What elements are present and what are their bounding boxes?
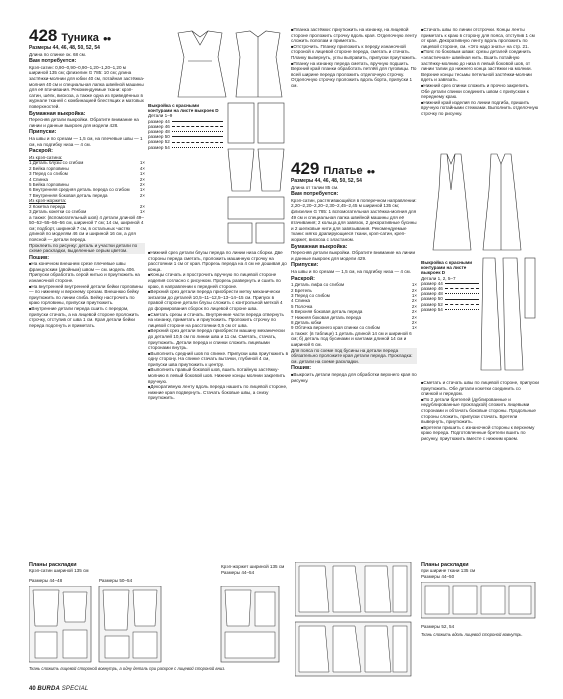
pattern-sheet-details: Детали 1–9 <box>148 113 173 119</box>
layout-caption: Ткань сложить лицевой стороной вовнутрь, а одну деталь при раскрое с лицевой стороной вниз. <box>29 666 226 671</box>
cutting-item-label: 6 Внутренняя средняя деталь переда со сгибом <box>29 187 130 193</box>
size-legend-line <box>445 309 479 310</box>
size-legend-label: размер 50 <box>421 296 443 302</box>
size-legend-line <box>172 142 223 143</box>
cutting-item-label: 7 Нижняя боковая деталь переда <box>291 314 361 320</box>
cutting-item-label: 3 Перед со сгибом <box>291 292 330 298</box>
model-title: Туника <box>61 32 99 44</box>
model-title: Платье <box>323 165 363 177</box>
size-legend-label: размер 44 <box>148 118 170 124</box>
instruction-step: ■ По 2 детали бретелей (дублированные и недублированные прокладкой) сложить лицевыми сторонами и обтачать боковые стороны. Продольные стороны сложить, припуски стачать. Бретели вывернуть, приутюжить. <box>421 397 539 425</box>
pattern-heading: Бумажная выкройка: <box>291 243 348 250</box>
cutting-item-label: 5 Полочка <box>291 303 313 309</box>
column-3-text <box>291 27 417 157</box>
cutting-list-2 <box>29 204 145 215</box>
allowances-text: На швы и по срезам — 1,5 см, на плечевые швы — 1 см, на подгибку низа — 4 см. <box>29 135 143 147</box>
from-main-fabric: Из крэп-сатина: <box>29 154 63 160</box>
size-legend-line <box>172 126 223 127</box>
cutting-item-qty: 4× <box>139 165 145 171</box>
column-5-text <box>421 27 539 147</box>
cutting-item-qty: 1× <box>411 292 417 298</box>
page-number: 40 <box>29 686 36 692</box>
cutting-item-qty: 1× <box>411 325 417 331</box>
from-contrast-fabric: Из крэп-жоржета: <box>29 198 67 204</box>
column-2-steps <box>148 250 288 401</box>
column-5-steps <box>421 27 539 117</box>
instruction-step: ■ Выполнить средний шов по спинке. Припуски шва приутюжить в одну сторону. На спинке стачать вытачки, глубиной 4 см, припуски шва приутюжить к центру. <box>148 351 288 368</box>
model-number: 429 <box>291 160 320 178</box>
model-429-diagrams <box>421 150 539 375</box>
cutting-item-qty: 2× <box>411 298 417 304</box>
instruction-step: ■ Нижний срез детали блузы переда по линии низа сборки. Две стороны переда сметать, проложить машинную строчку на расстоянии 1 см от края. Прорезь переда на 4 см не дошивая до конца. <box>148 250 288 272</box>
sizes-label-1: Размеры 44–50 <box>421 573 455 579</box>
model-428-diagrams <box>148 27 288 247</box>
size-legend-label: размер 52 <box>148 139 170 145</box>
cutting-item-label: 3 Деталь кокетки со сгибом <box>29 209 87 215</box>
instruction-step: ■ Сметать и стачать швы по лицевой стороне, припуски приутюжить. Обе детали кокетки соединить со спинкой и передом. <box>421 380 539 397</box>
size-legend-line <box>445 288 479 289</box>
cutting-item-label: 2 Бейка горловины <box>29 165 69 171</box>
sizes-label-1: Размеры 44–48 <box>29 578 63 583</box>
cutting-item-qty: 1× <box>139 209 145 215</box>
layout-plans-heading: Планы раскладки <box>29 562 77 568</box>
pattern-heading: Бумажная выкройка: <box>29 110 86 117</box>
instruction-step: ■ Внутренние детали переда сшить с передом, припуски стачать, а на лицевой стороне проложить строчку, отступив от шва 1 см. Края детали бейки переда подогнуть и приметать. <box>29 306 145 328</box>
layout-plans-right <box>295 562 540 682</box>
size-legend-row <box>421 307 479 312</box>
layout-plan-diagrams <box>29 586 289 666</box>
allowances-heading: Припуски: <box>291 262 319 269</box>
pattern-sheet-legend-429 <box>421 260 479 312</box>
pattern-text: Пересняв детали выкройки. Обратите внимание на линии и данные выкроек для модели 428. <box>29 117 139 128</box>
size-legend-line <box>172 147 223 148</box>
size-legend-label: размер 54 <box>421 306 443 312</box>
instruction-step: ■ Нижний край изделия по линии подгиба, пришить вручную потайными стежками. Выполнить отделочную строчку по рисунку. <box>421 100 539 117</box>
size-legend-line <box>172 121 223 122</box>
cutting-item-label: 1 Деталь лифа со сгибом <box>291 282 345 288</box>
extra-pieces: а также: (в таблице) 1 деталь длиной 14 см и шириной 6 см; б) деталь под бусинами и кантами длиной 14 см и шириной 6 см. <box>291 330 412 347</box>
size-legend-row <box>148 145 223 150</box>
instruction-step: ■ Нижний срез спинки сложить и прочно закрепить. Обе детали спинки соединить швом с припуском к переднему краю. <box>421 83 539 100</box>
model-428-column <box>29 27 145 557</box>
cutting-item-qty: 1× <box>139 171 145 177</box>
brand-special: SPECIAL <box>61 686 89 692</box>
sizes: Размеры 44, 46, 48, 50, 52, 54 <box>29 45 100 51</box>
layout-plans-heading: Планы раскладки <box>421 562 469 568</box>
materials-heading: Вам потребуется: <box>291 191 339 198</box>
fabric-label-2: Крэп-жоржет шириной 135 см <box>221 564 285 569</box>
sewing-steps <box>291 372 417 383</box>
size-legend-label: размер 50 <box>148 134 170 140</box>
size-legend-label: размер 44 <box>421 280 443 286</box>
size-legend-line <box>172 131 223 132</box>
length: Длина от талии 85 см. <box>291 184 339 190</box>
cutting-item-qty: 1× <box>411 282 417 288</box>
pattern-text: Пересняв детали выкройки. Обратите внимание на линии и данные выкроек для модели 429. <box>291 250 416 261</box>
model-number: 428 <box>29 27 58 45</box>
fabric-label: при ширине ткани 135 см <box>421 568 476 573</box>
size-legend-label: размер 46 <box>421 286 443 292</box>
column-3-steps <box>291 27 417 89</box>
brand-logo: BURDA <box>37 686 61 692</box>
layout-plans-left <box>29 562 289 682</box>
pattern-sheet-legend <box>148 103 223 150</box>
cutting-item-qty: 2× <box>411 319 417 325</box>
layout-plan-diagram-1 <box>295 562 415 680</box>
fabric-label-1: Крэп-сатин шириной 135 см <box>29 568 89 573</box>
cutting-heading: Раскрой: <box>29 148 53 155</box>
instruction-step: ■ Концы стачать и прострочить вручную по лицевой стороне изделия согласно с рисунком. Прорезь развернуть и сшить по краю, в направлении к передней стороне. <box>148 272 288 289</box>
sizes-label-2: Размеры 52, 54 <box>421 624 455 629</box>
sizes-label-2: Размеры 50–54 <box>99 578 133 583</box>
cutting-list <box>29 160 145 198</box>
sizes: Размеры 44, 46, 48, 50, 52, 54 <box>291 178 362 184</box>
length: Длина по спинке ок. 68 см. <box>29 51 87 57</box>
sewing-steps <box>29 261 145 328</box>
size-legend-line <box>445 293 479 294</box>
instruction-step: ■ Сметать срезы и стачать. Внутренние части переда отвернуть на изнанку, приметать и приутюжить. Проложить строчку по лицевой стороне на расстоянии 0,5 см от шва. <box>148 312 288 329</box>
layout-caption: Ткань сложить вдоль лицевой стороной вовнутрь. <box>421 632 523 637</box>
cutting-item-label: 1 Деталь блузы со сгибом <box>29 160 84 166</box>
layout-plan-diagram-2 <box>421 582 537 620</box>
cutting-item-qty: 2× <box>139 181 145 187</box>
pattern-sheet-heading: Выкройка с красными контурами на листе выкроек D <box>421 260 473 276</box>
sewing-heading: Пошив: <box>29 254 50 261</box>
cutting-item-qty: 2× <box>139 203 145 209</box>
difficulty-dots: ●● <box>366 167 375 176</box>
model-428-heading <box>29 27 145 44</box>
cutting-item-label: 3 Перед со сгибом <box>29 171 68 177</box>
model-429-heading <box>291 160 417 177</box>
cutting-heading: Раскрой: <box>291 275 315 282</box>
cutting-item-qty: 2× <box>139 176 145 182</box>
prep-text: Для пояса по схеме под бусины на детали переда обязательно проложите края детали переда. Прокладка: см. детали на схеме раскладки. <box>291 348 417 365</box>
size-legend-label: размер 48 <box>421 291 443 297</box>
pattern-sheet-heading: Выкройка с красными контурами на листе выкроек D <box>148 103 219 114</box>
cutting-list <box>291 282 417 331</box>
cutting-item-label: 2 Бретель <box>291 287 312 293</box>
cutting-item-qty: 2× <box>411 287 417 293</box>
instruction-step: ■ На внутренней внутренней детали бейки горловины — по нижнему и верхнему срезам. Внешнюю бейку приутюжить по линии сгиба. Бейку настрочить по краю горловины, припуски приутюжить. <box>29 284 145 306</box>
cutting-item-label: 9 Обтачка верхнего края спинки со сгибом <box>291 325 380 331</box>
instruction-step: ■ Стачать швы по линии отстрочки. Концы ленты приметать к краю в сторону для пояса, отступив 1 см от края. Декоративную ленту вдоль проложить по лицевой стороне, см. «Это надо знать» на стр. 21. <box>421 27 539 49</box>
size-legend-line <box>172 136 223 137</box>
instruction-step: ■ Декоративную ленту вдоль переда нашить по лицевой стороне, нижние края подвернуть. Стачать боковые швы, а снизу приутюжить. <box>148 384 288 401</box>
instruction-step: ■ Выкроить детали переда для обработки верхнего края по рисунку. <box>291 372 417 383</box>
size-legend-label: размер 48 <box>148 129 170 135</box>
size-legend-line <box>445 299 479 300</box>
extra-pieces: а также: (вспомогательный шов) 4 детали длиной 49–50–52–55–56–56 см, шириной 7 см; 14 см, шириной 4 см; подборт, шириной 7 см, в остальных частях длиной по моделям 46 см и шириной 16 см, а для поясной — детали переда. <box>29 214 144 242</box>
sewing-heading: Пошив: <box>291 365 312 372</box>
instruction-step: ■ Планка застёжки: приутюжить на изнанку, на лицевой стороне проложить строчку вдоль края. Отделочную ленту сложить пополам и приметать. <box>291 27 417 44</box>
model-429-column <box>291 160 417 560</box>
instruction-step: ■ Выполнить правый боковой шов, вшить потайную застёжку-молнию в левый боковой шов. Нижние концы молнии закрепить вручную. <box>148 367 288 384</box>
column-2-text <box>148 250 288 550</box>
cutting-item-qty: 2× <box>411 314 417 320</box>
cutting-item-label: 7 Внутренняя боковая деталь переда <box>29 192 108 198</box>
instruction-step: ■ Пояс по боковым швам: срезы деталей соединить «эластичная» швейная нить. Вшить потайную застёжку-молнию до низа в левый боковой шов, от линии талии до нижнего конца застёжки на молнии. Верхние концы тесьмы петельной застёжки-молнии вдеть и завязать. <box>421 49 539 83</box>
cutting-item-qty: 2× <box>139 192 145 198</box>
instruction-step: ■ На конечном внешнем срезе плечевые швы французским (двойным) швом — см. модель 406. Припуски обработать серой нитью и приутюжить на изнаночной стороне. <box>29 261 145 283</box>
page-footer <box>29 686 88 692</box>
cutting-item-label: 2 Кокетка переда <box>29 203 66 209</box>
instruction-step: ■ Отстрочить. Планку приложить к переду изнаночной стороной к лицевой стороне переда, сметать и стачать. Планку вывернуть, углы выправить, припуски приутюжить. <box>291 44 417 61</box>
sizes-label-3: Размеры 44–54 <box>221 570 255 575</box>
instruction-step: ■ Верхний срез детали переда приобрести метку механически зигзагом до деталей 10,5–11–12,5–13–14–15 см. Припуск в правой стороне детали блузы сложить с контрольной меткой 4 до формирования сборок по лицевой стороне шва. <box>148 289 288 311</box>
column-5-lower-steps <box>421 380 539 442</box>
instruction-step: ■ Планку на изнанку переда сметать, вручную подшить. Верхний край планки обработать петлёй для пуговицы. По всей ширине переда проложить отделочную строчку. Отделочную строчку проложить вдоль борта, припуски 1 см. <box>291 61 417 89</box>
cutting-item-label: 8 Деталь юбки <box>291 319 322 325</box>
allowances-heading: Припуски: <box>29 129 57 136</box>
pattern-pieces-diagram <box>224 99 288 247</box>
materials-text: Крэп-сатин, растягивающийся в поперечном направлении: 2,20–2,20–2,20–2,30–2,45–2,45 м шириной 135 см; флизелин G 785: 1 вспомогательная застёжка-молния для 49 см и специальная лапка швейной машины для её втачивания; 2 кольца для завязок, 2 декоративные бусины и 2 шелковые нити для завязывания. Рекомендуемые ткани: мягко драпирующиеся ткани, крэп-сатин, креп-жоржет, вискоза с эластаном. <box>291 197 417 242</box>
materials-text: Крэп-сатин: 0,90–0,90–0,90–1,20–1,20–1,20 м шириной 135 см; флизелин G 785: 10 см; длина застёжки-молнии для юбки 40 см, потайная застёжка-молния 40 см и специальная лапка швейной машины для её втачивания. Рекомендуемые ткани: крэп-сатин, шёлк, вискоза, а также одна из приведённых в журнале тканей с комбинацией блестящих и матовых поверхностей. <box>29 64 145 109</box>
size-legend-line <box>445 304 479 305</box>
layout-plans-right-labels <box>421 562 539 579</box>
cutting-item-label: 4 Спинка <box>29 176 49 182</box>
cutting-item-qty: 1× <box>139 187 145 193</box>
difficulty-dots: ●● <box>102 34 111 43</box>
instruction-step: ■ Верхний срез детали переда приобрести машину механически до деталей 10,5 см по линии шва и 11 см. Сметать, стачать, приутюжить. Детали переда и спинки сложить лицевыми сторонами внутрь. <box>148 328 288 350</box>
instruction-step: ■ Бретели пришить с изнаночной стороны к верхнему краю переда. Подготовленные бретели вшить по рисунку, приутюжить вместе с нижним краем. <box>421 425 539 442</box>
cutting-item-qty: 2× <box>411 303 417 309</box>
prep-text: Проклеить по рисунку: деталь и участки детали по схеме раскладки, выделенные серым цветом. <box>29 243 145 254</box>
cutting-item-label: 6 Верхняя боковая деталь переда <box>291 309 363 315</box>
size-legend-line <box>445 283 479 284</box>
size-legend-label: размер 52 <box>421 301 443 307</box>
pattern-sheet-details: Детали 1, 2, 5–7 <box>421 275 456 281</box>
column-5-lower-text <box>421 380 539 560</box>
cutting-item-label: 4 Спинка <box>291 298 311 304</box>
size-legend-label: размер 46 <box>148 123 170 129</box>
cutting-item-qty: 1× <box>139 160 145 166</box>
cutting-item-qty: 2× <box>411 309 417 315</box>
materials-heading: Вам потребуется: <box>29 58 77 65</box>
cutting-item-label: 5 Бейка горловины <box>29 181 69 187</box>
size-legend-label: размер 54 <box>148 144 170 150</box>
allowances-text: На швы и по срезам — 1,5 см, на подгибку низа — 4 см. <box>291 268 411 274</box>
